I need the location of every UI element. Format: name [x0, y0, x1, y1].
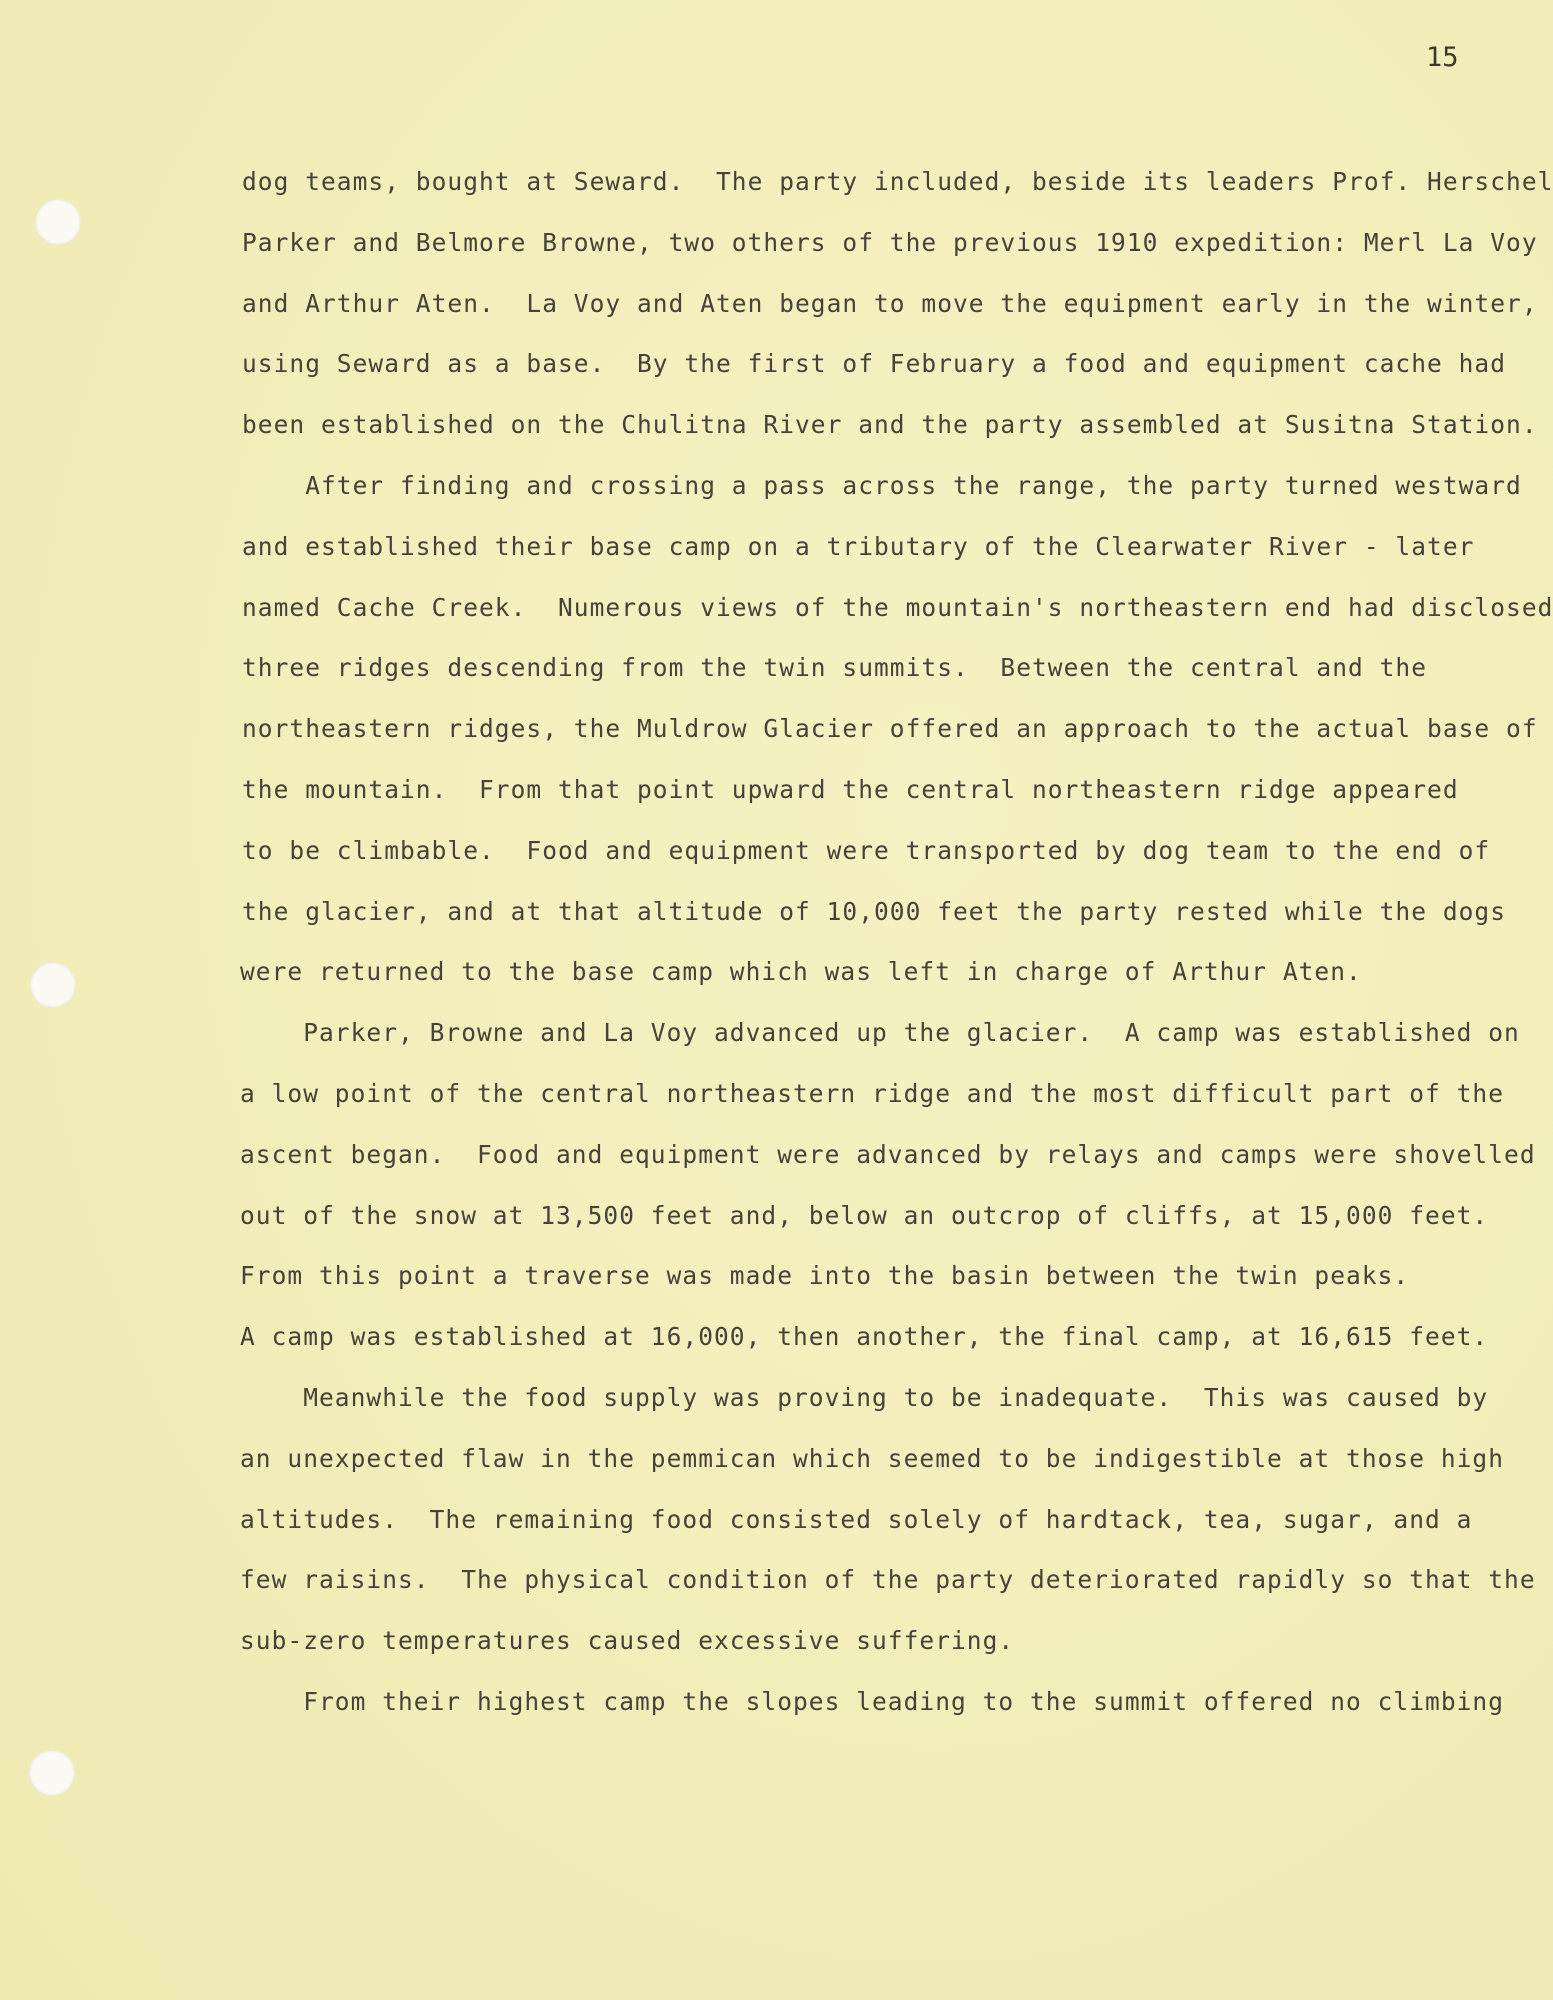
- text-line: few raisins. The physical condition of the party deteriorated rapidly so that the: [240, 1565, 1536, 1594]
- text-line: A camp was established at 16,000, then another, the final camp, at 16,615 feet.: [240, 1322, 1489, 1351]
- text-line: and established their base camp on a tributary of the Clearwater River - later: [242, 532, 1475, 561]
- text-line: sub-zero temperatures caused excessive suffering.: [240, 1626, 1015, 1655]
- text-line: three ridges descending from the twin summits. Between the central and the: [242, 653, 1428, 682]
- text-line: Parker and Belmore Browne, two others of the previous 1910 expedition: Merl La Voy: [242, 228, 1538, 257]
- text-line: From their highest camp the slopes leading to the summit offered no climbing: [240, 1687, 1505, 1716]
- text-line: an unexpected flaw in the pemmican which seemed to be indigestible at those high: [240, 1444, 1505, 1473]
- punch-hole-top: [35, 199, 81, 245]
- text-line: been established on the Chulitna River and the party assembled at Susitna Station.: [242, 410, 1538, 439]
- punch-hole-middle: [30, 962, 76, 1008]
- punch-hole-bottom: [29, 1750, 75, 1796]
- text-line: Parker, Browne and La Voy advanced up the glacier. A camp was established on: [240, 1018, 1520, 1047]
- text-line: Meanwhile the food supply was proving to be inadequate. This was caused by: [240, 1383, 1489, 1412]
- text-line: After finding and crossing a pass across the range, the party turned westward: [242, 471, 1522, 500]
- text-line: and Arthur Aten. La Voy and Aten began to move the equipment early in the winter,: [242, 289, 1538, 318]
- text-line: out of the snow at 13,500 feet and, below an outcrop of cliffs, at 15,000 feet.: [240, 1201, 1489, 1230]
- text-line: were returned to the base camp which was left in charge of Arthur Aten.: [240, 957, 1362, 986]
- text-line: to be climbable. Food and equipment were transported by dog team to the end of: [242, 836, 1491, 865]
- text-line: a low point of the central northeastern ridge and the most difficult part of the: [240, 1079, 1505, 1108]
- text-line: the mountain. From that point upward the central northeastern ridge appeared: [242, 775, 1459, 804]
- text-line: From this point a traverse was made into the basin between the twin peaks.: [240, 1261, 1410, 1290]
- text-line: northeastern ridges, the Muldrow Glacier offered an approach to the actual base of: [242, 714, 1538, 743]
- text-line: ascent began. Food and equipment were advanced by relays and camps were shovelled: [240, 1140, 1536, 1169]
- text-line: dog teams, bought at Seward. The party included, beside its leaders Prof. Herschel: [242, 167, 1553, 196]
- text-line: named Cache Creek. Numerous views of the mountain's northeastern end had disclosed: [242, 593, 1553, 622]
- text-line: altitudes. The remaining food consisted solely of hardtack, tea, sugar, and a: [240, 1505, 1473, 1534]
- text-line: using Seward as a base. By the first of February a food and equipment cache had: [242, 349, 1507, 378]
- page-number: 15: [1426, 42, 1459, 73]
- text-line: the glacier, and at that altitude of 10,000 feet the party rested while the dogs: [242, 897, 1507, 926]
